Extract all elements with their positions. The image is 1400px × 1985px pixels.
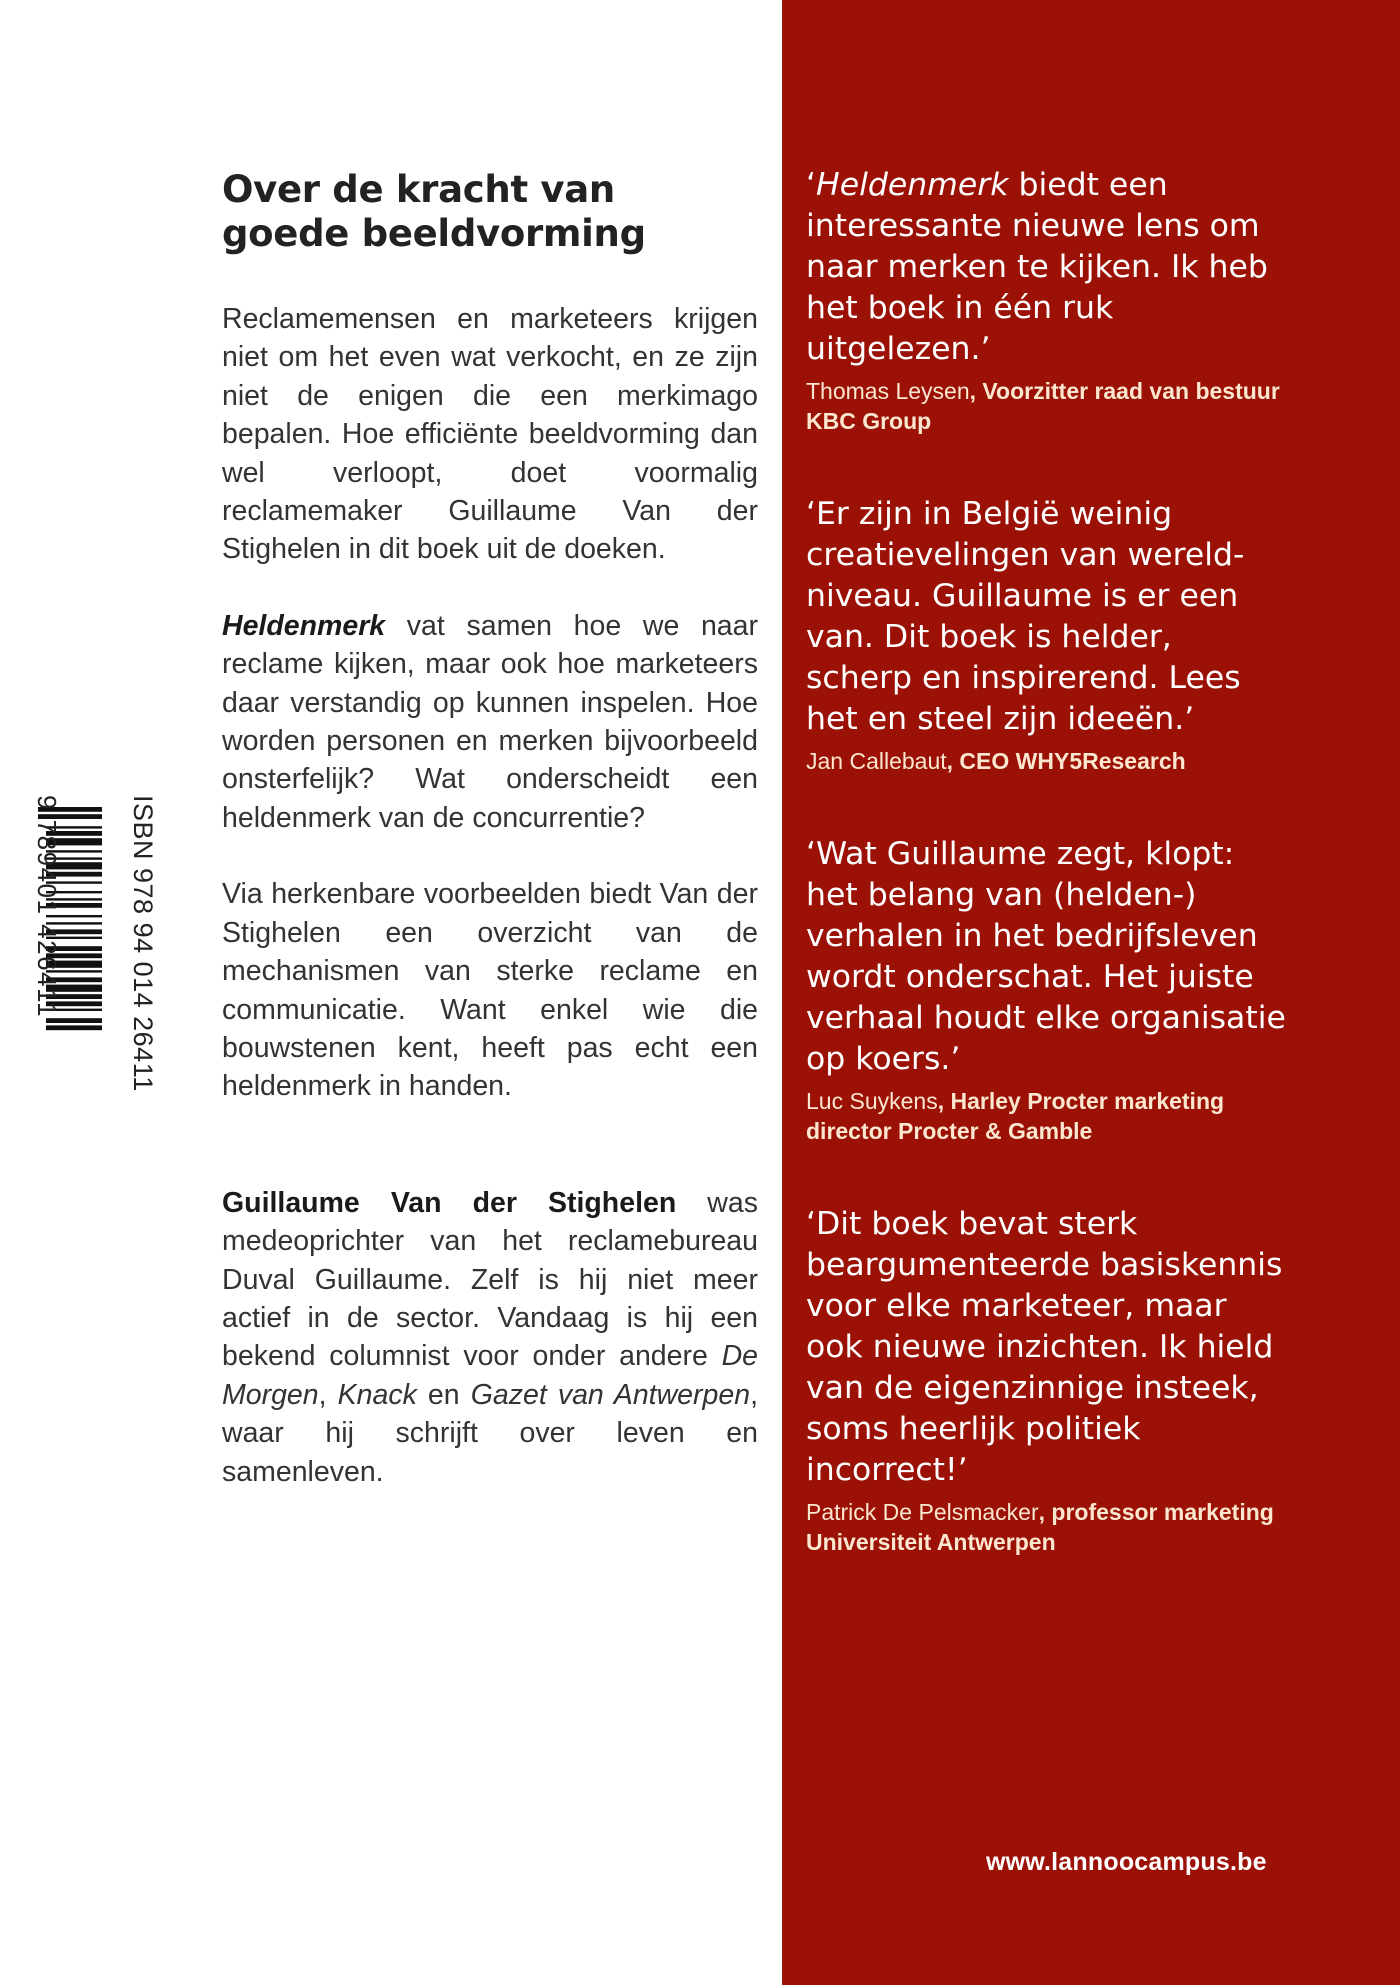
author-bio — [222, 1184, 758, 1491]
publication-3: Gazet van Antwerpen — [470, 1378, 751, 1411]
quote-item — [806, 1204, 1286, 1557]
isbn-label: ISBN 978 94 014 26411 — [128, 795, 158, 1092]
page-title — [222, 168, 758, 256]
quote-item — [806, 165, 1286, 436]
quote-attribution — [806, 1497, 1286, 1557]
book-title-italic: Heldenmerk — [222, 609, 386, 642]
quote-text: ‘Dit boek bevat sterk beargumenteerde basiskennis voor elke marketeer, maar ook nieuwe inzichten. Ik hield van de eigenzinnige insteek, soms heerlijk politiek incorrect!’ — [806, 1206, 1283, 1488]
bio-text-2: , waar hij schrijft over leven en samenleven. — [222, 1378, 758, 1488]
quote-attribution — [806, 746, 1286, 776]
barcode-digits: 9 789401 426411 — [32, 795, 62, 1018]
quote-attribution — [806, 376, 1286, 436]
quote-item — [806, 494, 1286, 776]
publication-1: De Morgen — [222, 1340, 758, 1411]
title-line-1: Over de kracht van — [222, 168, 615, 211]
quote-attribution — [806, 1086, 1286, 1146]
quote-text: ‘Wat Guillaume zegt, klopt: het belang van (helden-) verhalen in het bedrijfsleven wordt onderschat. Het juiste verhaal houdt elke organisatie op koers.’ — [806, 836, 1286, 1077]
quotes-list — [806, 165, 1286, 1615]
publication-2: Knack — [337, 1378, 417, 1411]
quote-author-role: , Harley Procter marketing director Procter & Gamble — [806, 1088, 1225, 1144]
examples-paragraph: Via herkenbare voorbeelden biedt Van der Stighelen een overzicht van de mechanismen van sterke reclame en communicatie. Want enkel wie die bouwstenen kent, heeft pas echt een heldenmerk in handen. — [222, 878, 758, 1103]
bio-sep-2: en — [416, 1378, 471, 1411]
bio-sep-1: , — [318, 1378, 338, 1411]
quote-open-mark: ‘ — [806, 167, 817, 203]
quote-item — [806, 834, 1286, 1146]
quote-author-role: , CEO WHY5Research — [946, 748, 1186, 774]
quote-author-role: , professor marketing Universiteit Antwerpen — [806, 1499, 1274, 1555]
quote-author: Patrick De Pelsmacker — [806, 1499, 1039, 1525]
title-line-2: goede beeldvorming — [222, 212, 646, 255]
quote-italic-title: Heldenmerk — [816, 167, 1009, 203]
summary-text: vat samen hoe we naar reclame kijken, maar ook hoe marketeers daar verstandig op kunnen inspelen. Hoe worden personen en merken bijvoorbeeld onsterfelijk? Wat onderscheidt een heldenmerk van de concurrentie? — [222, 609, 758, 834]
quote-author: Jan Callebaut — [806, 748, 947, 774]
quote-author: Thomas Leysen — [806, 378, 970, 404]
intro-paragraph: Reclamemensen en marketeers krijgen niet om het even wat verkocht, en ze zijn niet de enigen die een merkimago bepalen. Hoe efficiënte beeldvorming dan wel verloopt, doet voormalig reclamemaker Guillaume Van der Stighelen in dit boek uit de doeken. — [222, 303, 758, 566]
author-name: Guillaume Van der Stighelen — [222, 1186, 677, 1219]
quote-body: biedt een interessante nieuwe lens om naar merken te kijken. Ik heb het boek in één ruk uitgelezen.’ — [806, 167, 1268, 367]
quote-text — [806, 165, 1286, 370]
publisher-website-link[interactable]: www.lannoocampus.be — [986, 1848, 1267, 1876]
quote-author: Luc Suykens — [806, 1088, 938, 1114]
description-column — [222, 168, 758, 1529]
quote-text: ‘Er zijn in België weinig creatievelingen van wereld-niveau. Guillaume is er een van. Dit boek is helder, scherp en inspirerend. Lees het en steel zijn ideeën.’ — [806, 496, 1245, 737]
summary-paragraph — [222, 607, 758, 837]
quote-author-role: , Voorzitter raad van bestuur KBC Group — [806, 378, 1280, 434]
bio-text-1: was medeoprichter van het reclamebureau Duval Guillaume. Zelf is hij niet meer actief in de sector. Vandaag is hij een bekend columnist voor onder andere — [222, 1186, 758, 1373]
